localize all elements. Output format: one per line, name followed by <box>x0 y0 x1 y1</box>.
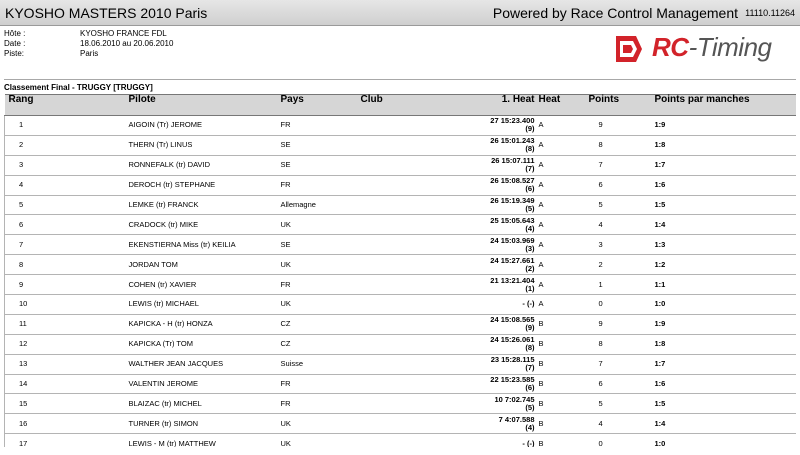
powered-by-text: Powered by Race Control Management <box>492 5 738 21</box>
cell-heat: A <box>537 195 587 215</box>
heat1-result: - (-) <box>522 299 535 309</box>
rc-timing-logo-text: RC-Timing <box>652 32 772 62</box>
cell-points-par-manches: 1:9 <box>647 314 797 334</box>
cell-points-par-manches: 1:0 <box>647 434 797 447</box>
host-value: KYOSHO FRANCE FDL <box>80 29 167 38</box>
cell-points: 4 <box>587 414 647 434</box>
col-header-heat1: 1. Heat <box>447 95 537 116</box>
cell-rang: 10 <box>5 295 65 315</box>
heat1-position: (6) <box>525 184 535 194</box>
heat1-result: 21 13:21.404 <box>490 275 535 285</box>
cell-points: 0 <box>587 434 647 447</box>
col-header-club: Club <box>357 95 447 116</box>
cell-points-par-manches: 1:4 <box>647 414 797 434</box>
cell-points-par-manches: 1:9 <box>647 116 797 136</box>
cell-pays: Allemagne <box>279 195 357 215</box>
cell-club <box>357 215 447 235</box>
heat1-position: (5) <box>525 402 535 412</box>
cell-heat: B <box>537 334 587 354</box>
cell-points: 9 <box>587 116 647 136</box>
cell-rang: 4 <box>5 175 65 195</box>
cell-points: 4 <box>587 215 647 235</box>
cell-heat: B <box>537 314 587 334</box>
cell-pays: FR <box>279 275 357 295</box>
heat1-position: (3) <box>525 243 535 253</box>
cell-heat: B <box>537 394 587 414</box>
host-label: Hôte : <box>4 29 26 38</box>
rc-timing-logo-icon <box>614 34 644 64</box>
cell-pays: UK <box>279 434 357 447</box>
heat1-position: (7) <box>525 363 535 373</box>
table-row <box>5 394 797 414</box>
cell-points-par-manches: 1:8 <box>647 334 797 354</box>
heat1-result: - (-) <box>522 438 535 447</box>
cell-heat1 <box>447 414 537 434</box>
cell-points: 8 <box>587 334 647 354</box>
cell-heat1 <box>447 295 537 315</box>
cell-club <box>357 334 447 354</box>
cell-rang: 5 <box>5 195 65 215</box>
cell-heat: B <box>537 354 587 374</box>
cell-heat: A <box>537 255 587 275</box>
cell-points: 7 <box>587 354 647 374</box>
cell-points: 5 <box>587 195 647 215</box>
cell-points-par-manches: 1:8 <box>647 135 797 155</box>
cell-rang: 14 <box>5 374 65 394</box>
cell-pilote: EKENSTIERNA Miss (tr) KEILIA <box>65 235 279 255</box>
table-row <box>5 275 797 295</box>
cell-heat1 <box>447 314 537 334</box>
heat1-position: (7) <box>525 164 535 174</box>
cell-points: 6 <box>587 175 647 195</box>
cell-club <box>357 155 447 175</box>
cell-heat: A <box>537 155 587 175</box>
results-table-container <box>4 94 796 447</box>
cell-rang: 8 <box>5 255 65 275</box>
cell-points-par-manches: 1:0 <box>647 295 797 315</box>
table-row <box>5 434 797 447</box>
cell-rang: 17 <box>5 434 65 447</box>
cell-pays: UK <box>279 295 357 315</box>
cell-points: 7 <box>587 155 647 175</box>
cell-club <box>357 414 447 434</box>
cell-heat1 <box>447 175 537 195</box>
heat1-position: (9) <box>525 323 535 333</box>
section-title: Classement Final - TRUGGY [TRUGGY] <box>4 83 153 92</box>
cell-heat: B <box>537 374 587 394</box>
header-divider <box>4 79 796 80</box>
cell-points-par-manches: 1:4 <box>647 215 797 235</box>
report-header-bar <box>0 0 800 26</box>
cell-points-par-manches: 1:7 <box>647 354 797 374</box>
heat1-result: 26 15:01.243 <box>490 136 535 146</box>
date-label: Date : <box>4 39 26 48</box>
heat1-position: (4) <box>525 223 535 233</box>
table-row <box>5 414 797 434</box>
cell-points: 6 <box>587 374 647 394</box>
cell-club <box>357 354 447 374</box>
cell-club <box>357 434 447 447</box>
cell-heat: A <box>537 175 587 195</box>
cell-pilote: CRADOCK (tr) MIKE <box>65 215 279 235</box>
heat1-result: 24 15:08.565 <box>490 315 535 325</box>
heat1-result: 26 15:07.111 <box>491 156 535 166</box>
cell-pays: SE <box>279 155 357 175</box>
cell-points-par-manches: 1:6 <box>647 175 797 195</box>
cell-heat: A <box>537 275 587 295</box>
cell-heat1 <box>447 394 537 414</box>
cell-pilote: KAPICKA (Tr) TOM <box>65 334 279 354</box>
date-value: 18.06.2010 au 20.06.2010 <box>80 39 174 48</box>
heat1-result: 26 15:19.349 <box>490 196 535 205</box>
event-title: KYOSHO MASTERS 2010 Paris <box>5 5 208 21</box>
cell-heat1 <box>447 235 537 255</box>
cell-pays: FR <box>279 175 357 195</box>
cell-points-par-manches: 1:1 <box>647 275 797 295</box>
cell-club <box>357 394 447 414</box>
cell-rang: 2 <box>5 135 65 155</box>
heat1-position: (1) <box>525 283 535 293</box>
cell-points-par-manches: 1:7 <box>647 155 797 175</box>
table-row <box>5 295 797 315</box>
heat1-position: (5) <box>525 204 535 213</box>
cell-pilote: AIGOIN (Tr) JEROME <box>65 116 279 136</box>
cell-club <box>357 295 447 315</box>
cell-pilote: THERN (Tr) LINUS <box>65 135 279 155</box>
cell-rang: 15 <box>5 394 65 414</box>
results-table-body <box>5 116 797 448</box>
heat1-result: 7 4:07.588 <box>498 414 535 424</box>
cell-pays: SE <box>279 235 357 255</box>
table-row <box>5 235 797 255</box>
cell-points: 8 <box>587 135 647 155</box>
cell-heat1 <box>447 434 537 447</box>
rc-timing-logo <box>614 28 794 72</box>
cell-heat1 <box>447 215 537 235</box>
cell-pays: Suisse <box>279 354 357 374</box>
cell-rang: 3 <box>5 155 65 175</box>
cell-pilote: TURNER (tr) SIMON <box>65 414 279 434</box>
cell-points-par-manches: 1:5 <box>647 195 797 215</box>
cell-points-par-manches: 1:6 <box>647 374 797 394</box>
cell-club <box>357 135 447 155</box>
heat1-position: (4) <box>525 422 535 432</box>
cell-points: 0 <box>587 295 647 315</box>
heat1-result: 26 15:08.527 <box>490 176 535 186</box>
cell-heat: A <box>537 135 587 155</box>
cell-club <box>357 275 447 295</box>
heat1-result: 25 15:05.643 <box>490 215 535 225</box>
cell-pilote: LEMKE (tr) FRANCK <box>65 195 279 215</box>
heat1-position: (8) <box>525 144 535 154</box>
col-header-pilote: Pilote <box>65 95 279 116</box>
table-row <box>5 175 797 195</box>
cell-pays: UK <box>279 414 357 434</box>
cell-heat1 <box>447 155 537 175</box>
track-value: Paris <box>80 49 99 58</box>
col-header-pays: Pays <box>279 95 357 116</box>
cell-pays: UK <box>279 215 357 235</box>
cell-club <box>357 374 447 394</box>
cell-points: 3 <box>587 235 647 255</box>
cell-club <box>357 195 447 215</box>
heat1-result: 24 15:27.661 <box>490 255 535 265</box>
cell-rang: 16 <box>5 414 65 434</box>
cell-heat1 <box>447 354 537 374</box>
heat1-position: (6) <box>525 383 535 393</box>
heat1-result: 23 15:28.115 <box>490 355 535 365</box>
table-row <box>5 135 797 155</box>
heat1-result: 24 15:03.969 <box>490 235 535 245</box>
table-row <box>5 334 797 354</box>
cell-pilote: KAPICKA - H (tr) HONZA <box>65 314 279 334</box>
cell-pilote: LEWIS - M (tr) MATTHEW <box>65 434 279 447</box>
results-table <box>4 94 796 447</box>
cell-heat1 <box>447 255 537 275</box>
table-row <box>5 155 797 175</box>
heat1-result: 22 15:23.585 <box>490 375 535 385</box>
cell-pays: CZ <box>279 334 357 354</box>
heat1-position: (2) <box>525 263 535 273</box>
cell-rang: 9 <box>5 275 65 295</box>
cell-pilote: LEWIS (tr) MICHAEL <box>65 295 279 315</box>
cell-heat1 <box>447 334 537 354</box>
col-header-points: Points <box>587 95 647 116</box>
heat1-position: (9) <box>525 124 535 134</box>
heat1-result: 10 7:02.745 <box>494 394 535 404</box>
col-header-heat: Heat <box>537 95 587 116</box>
cell-rang: 7 <box>5 235 65 255</box>
track-label: Piste: <box>4 49 25 58</box>
cell-rang: 6 <box>5 215 65 235</box>
cell-points: 1 <box>587 275 647 295</box>
cell-heat: A <box>537 215 587 235</box>
table-row <box>5 195 797 215</box>
cell-rang: 12 <box>5 334 65 354</box>
cell-rang: 13 <box>5 354 65 374</box>
cell-pilote: DEROCH (tr) STEPHANE <box>65 175 279 195</box>
cell-points-par-manches: 1:5 <box>647 394 797 414</box>
cell-pays: SE <box>279 135 357 155</box>
cell-points-par-manches: 1:2 <box>647 255 797 275</box>
cell-heat1 <box>447 116 537 136</box>
cell-pilote: COHEN (tr) XAVIER <box>65 275 279 295</box>
cell-club <box>357 255 447 275</box>
heat1-result: 24 15:26.061 <box>490 335 535 345</box>
cell-heat1 <box>447 195 537 215</box>
heat1-result: 27 15:23.400 <box>490 116 535 126</box>
cell-points: 5 <box>587 394 647 414</box>
version-number: 11110.11264 <box>745 8 795 18</box>
cell-pays: CZ <box>279 314 357 334</box>
cell-heat: A <box>537 116 587 136</box>
cell-club <box>357 235 447 255</box>
cell-heat: A <box>537 295 587 315</box>
cell-pays: UK <box>279 255 357 275</box>
cell-pays: FR <box>279 374 357 394</box>
cell-pilote: WALTHER JEAN JACQUES <box>65 354 279 374</box>
cell-heat: B <box>537 434 587 447</box>
table-header-row <box>5 95 797 116</box>
table-row <box>5 314 797 334</box>
cell-points-par-manches: 1:3 <box>647 235 797 255</box>
cell-pilote: RONNEFALK (tr) DAVID <box>65 155 279 175</box>
cell-pays: FR <box>279 116 357 136</box>
table-row <box>5 215 797 235</box>
heat1-position: (8) <box>525 343 535 353</box>
cell-heat1 <box>447 275 537 295</box>
col-header-points-par-manches: Points par manches <box>647 95 797 116</box>
table-row <box>5 374 797 394</box>
cell-points: 9 <box>587 314 647 334</box>
cell-rang: 1 <box>5 116 65 136</box>
cell-heat: A <box>537 235 587 255</box>
table-row <box>5 354 797 374</box>
col-header-rang: Rang <box>5 95 65 116</box>
cell-pilote: BLAIZAC (tr) MICHEL <box>65 394 279 414</box>
cell-club <box>357 116 447 136</box>
cell-heat: B <box>537 414 587 434</box>
cell-rang: 11 <box>5 314 65 334</box>
cell-heat1 <box>447 374 537 394</box>
cell-club <box>357 314 447 334</box>
cell-heat1 <box>447 135 537 155</box>
cell-pays: FR <box>279 394 357 414</box>
cell-club <box>357 175 447 195</box>
table-row <box>5 255 797 275</box>
table-row <box>5 116 797 136</box>
cell-pilote: VALENTIN JEROME <box>65 374 279 394</box>
cell-points: 2 <box>587 255 647 275</box>
cell-pilote: JORDAN TOM <box>65 255 279 275</box>
